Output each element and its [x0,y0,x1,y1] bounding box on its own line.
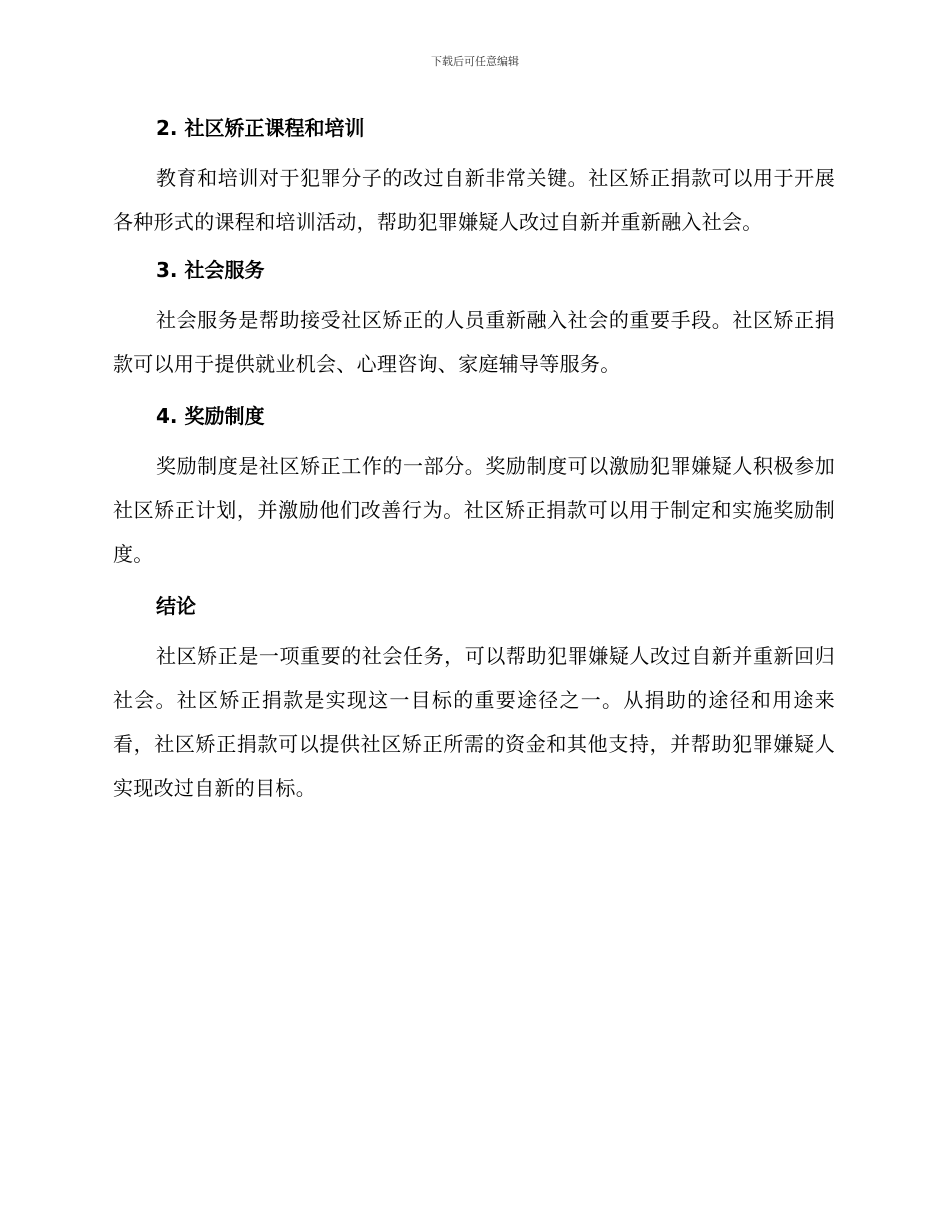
section-heading: 3. 社会服务 [156,258,265,282]
section-paragraph: 教育和培训对于犯罪分子的改过自新非常关键。社区矫正捐款可以用于开展各种形式的课程和培训活动，帮助犯罪嫌疑人改过自新并重新融入社会。 [113,166,835,234]
section-paragraph: 奖励制度是社区矫正工作的一部分。奖励制度可以激励犯罪嫌疑人积极参加社区矫正计划，并激励他们改善行为。社区矫正捐款可以用于制定和实施奖励制度。 [113,454,835,566]
section-heading: 2. 社区矫正课程和培训 [156,116,365,140]
conclusion-heading: 结论 [156,594,196,618]
section-paragraph: 社会服务是帮助接受社区矫正的人员重新融入社会的重要手段。社区矫正捐款可以用于提供就业机会、心理咨询、家庭辅导等服务。 [113,308,835,376]
header-note: 下载后可任意编辑 [431,55,519,68]
document-body [113,112,835,810]
section-heading: 4. 奖励制度 [156,404,265,428]
conclusion-paragraph: 社区矫正是一项重要的社会任务，可以帮助犯罪嫌疑人改过自新并重新回归社会。社区矫正捐款是实现这一目标的重要途径之一。从捐助的途径和用途来看，社区矫正捐款可以提供社区矫正所需的资金和其他支持，并帮助犯罪嫌疑人实现改过自新的目标。 [113,644,835,800]
